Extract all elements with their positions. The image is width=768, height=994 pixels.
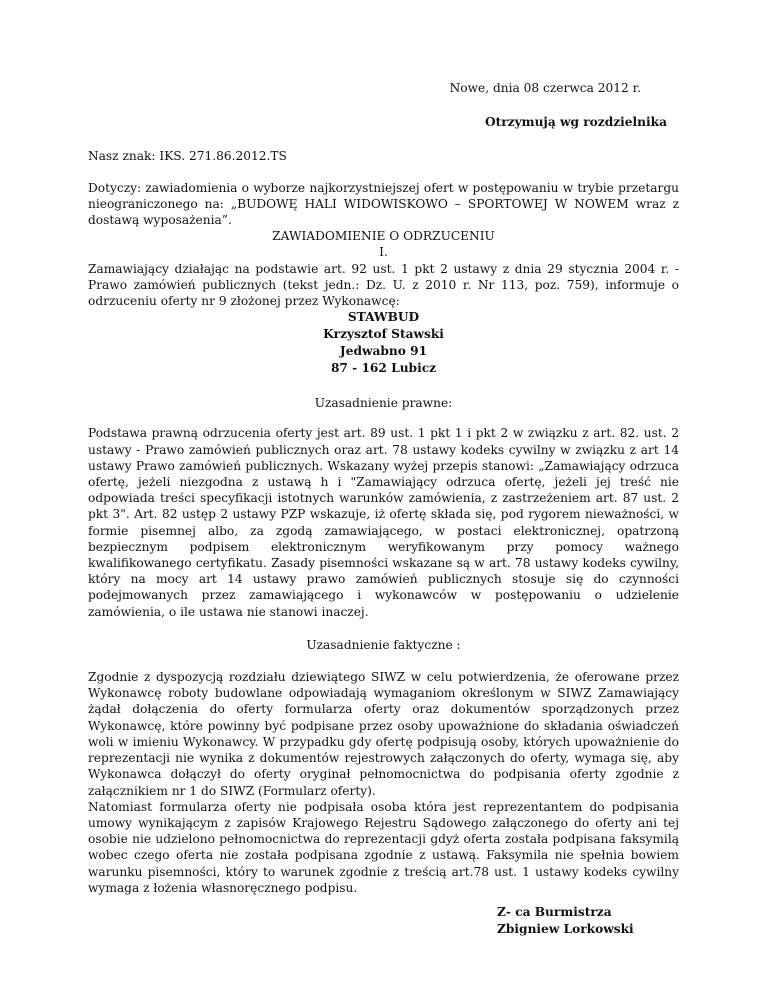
factual-basis-paragraph-2: Natomiast formularza oferty nie podpisała osoba która jest reprezentantem do podpisania umowy wynikającym z zapisów Krajowego Rejestru Sądowego załączonego do oferty ani tej osobie nie udzielono pełnomocnictwa do reprezentacji gdyż oferta została podpisana faksymilą wobec czego oferta nie została podpisana zgodnie z ustawą. Faksymila nie spełnia bowiem warunku pisemności, który to warunek zgodnie z treścią art.78 ust. 1 ustawy kodeks cywilny wymaga z łożenia własnoręcznego podpisu. [88,799,679,895]
letter-body [88,70,679,938]
signature-title: Z- ca Burmistrza [497,904,612,919]
recipients-line: Otrzymują wg rozdzielnika [485,115,667,130]
section-number: I. [379,245,388,260]
contractor-person: Krzysztof Stawski [323,327,444,342]
contractor-name: STAWBUD [347,310,420,325]
factual-basis-paragraph-1: Zgodnie z dyspozycją rozdziału dziewiątego SIWZ w celu potwierdzenia, że oferowane przez Wykonawcę roboty budowlane odpowiadają wymaganiom określonym w SIWZ Zamawiający żądał dołączenia do oferty formularza oferty oraz dokumentów sporządzonych przez Wykonawcę, które powinny być podpisane przez osoby upoważnione do składania oświadczeń woli w imieniu Wykonawcy. W przypadku gdy ofertę podpisują osoby, których upoważnienie do reprezentacji nie wynika z dokumentów rejestrowych załączonych do oferty, wymaga się, aby Wykonawca dołączył do oferty oryginał pełnomocnictwa do podpisania oferty zgodnie z załącznikiem nr 1 do SIWZ (Formularz oferty). [88,670,679,798]
reference-number: Nasz znak: IKS. 271.86.2012.TS [88,149,287,164]
contractor-city: 87 - 162 Lubicz [330,361,437,376]
signature-block [497,904,679,938]
contractor-block [88,309,679,377]
legal-basis-text: Podstawa prawną odrzucenia oferty jest art. 89 ust. 1 pkt 1 i pkt 2 w związku z art. 82. ust. 2 ustawy - Prawo zamówień publicznych oraz art. 78 ustawy kodeks cywilny w związku z art 14 ustawy Prawo zamówień publicznych. Wskazany wyżej przepis stanowi: „Zamawiający odrzuca ofertę, jeżeli niezgodna z ustawą h i "Zamawiający odrzuca ofertę, jeżeli jej treść nie odpowiada treści specyfikacji istotnych warunków zamówienia, z zastrzeżeniem art. 87 ust. 2 pkt 3". Art. 82 ustęp 2 ustawy PZP wskazuje, iż ofertę składa się, pod rygorem nieważności, w formie pisemnej albo, za zgodą zamawiającego, w postaci elektronicznej, opatrzoną bezpiecznym podpisem elektronicznym weryfikowanym przy pomocy ważnego kwalifikowanego certyfikatu. Zasady pisemności wskazane są w art. 78 ustawy kodeks cywilny, który na mocy art 14 ustawy prawo zamówień publicznych stosuje się do czynności podejmowanych przez zamawiającego i wykonawców w postępowaniu o udzielenie zamówienia, o ile ustawa nie stanowi inaczej. [88,426,679,619]
contractor-street: Jedwabno 91 [339,344,428,359]
notice-title: ZAWIADOMIENIE O ODRZUCENIU [272,229,495,244]
factual-basis-title: Uzasadnienie faktyczne : [306,637,461,652]
notice-intro: Zamawiający działając na podstawie art. 92 ust. 1 pkt 2 ustawy z dnia 29 stycznia 2004 r. - Prawo zamówień publicznych (tekst jedn.: Dz. U. z 2010 r. Nr 113, poz. 759), informuje o odrzuceniu oferty nr 9 złożonej przez Wykonawcę: [88,261,679,309]
subject-paragraph: Dotyczy: zawiadomienia o wyborze najkorzystniejszej ofert w postępowaniu w trybie przetargu nieograniczonego na: „BUDOWĘ HALI WIDOWISKOWO – SPORTOWEJ W NOWEM wraz z dostawą wyposażenia”. [88,180,679,228]
signature-name: Zbigniew Lorkowski [497,921,634,936]
date-line: Nowe, dnia 08 czerwca 2012 r. [449,81,641,95]
legal-basis-title: Uzasadnienie prawne: [314,396,453,411]
